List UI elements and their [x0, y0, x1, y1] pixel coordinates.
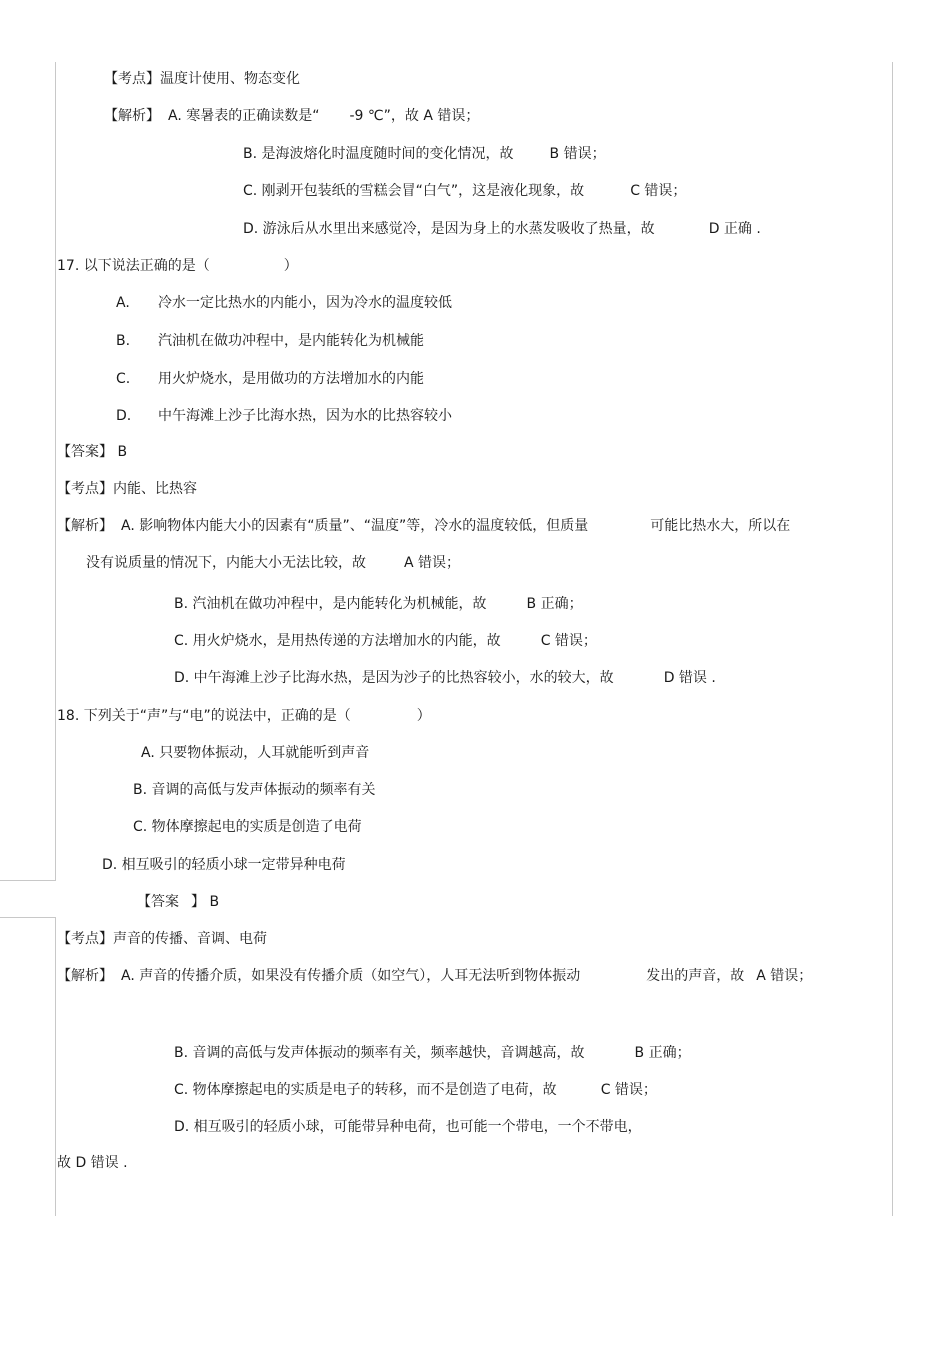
q18-a-part3: A 错误；	[756, 968, 813, 984]
q18-option-d: D. 相互吸引的轻质小球一定带异种电荷	[102, 857, 346, 873]
q17-option-b-letter: B.	[116, 333, 131, 349]
q16-kaodian: 【考点】温度计使用、物态变化	[104, 71, 300, 87]
q18-stem-close: ）	[416, 708, 431, 724]
q16-a-part2: -9 ℃”，故 A 错误；	[349, 108, 480, 124]
q16-jiexi-c	[243, 181, 686, 201]
q18-jiexi-a	[57, 966, 812, 986]
q18-a-part2: 发出的声音，故	[646, 968, 745, 984]
q16-b-part1: B. 是海波熔化时温度随时间的变化情况，故	[243, 146, 514, 162]
q17-option-a-text: 冷水一定比热水的内能小，因为冷水的温度较低	[158, 295, 452, 311]
q18-jiexi-c	[174, 1080, 657, 1100]
q17-d-part1: D. 中午海滩上沙子比海水热，是因为沙子的比热容较小，水的较大，故	[174, 670, 614, 686]
q18-a-part1: A. 声音的传播介质，如果没有传播介质（如空气），人耳无法听到物体振动	[121, 968, 581, 984]
q17-stem	[57, 256, 298, 276]
q16-c-part1: C. 刚剥开包装纸的雪糕会冒“白气”，这是液化现象，故	[243, 183, 585, 199]
page-break-line	[0, 880, 56, 881]
q16-jiexi-d	[243, 219, 761, 239]
q16-jiexi-a	[104, 106, 479, 126]
q18-c-part2: C 错误；	[600, 1082, 657, 1098]
q17-kaodian: 【考点】内能、比热容	[57, 481, 197, 497]
q17-stem-close: ）	[283, 258, 298, 274]
q17-jiexi-a	[57, 516, 790, 536]
q16-d-part2: D 正确 .	[708, 221, 761, 237]
right-border	[892, 62, 893, 1216]
q16-b-part2: B 错误；	[549, 146, 606, 162]
q18-stem	[57, 706, 431, 726]
q18-b-part2: B 正确；	[634, 1045, 691, 1061]
q18-c-part1: C. 物体摩擦起电的实质是电子的转移，而不是创造了电荷，故	[174, 1082, 557, 1098]
q17-a-part1: A. 影响物体内能大小的因素有“质量”、“温度”等，冷水的温度较低，但质量	[121, 518, 589, 534]
q16-a-part1: A. 寒暑表的正确读数是“	[168, 108, 320, 124]
q17-option-b-text: 汽油机在做功冲程中，是内能转化为机械能	[158, 333, 424, 349]
q17-c-part1: C. 用火炉烧水，是用热传递的方法增加水的内能，故	[174, 633, 501, 649]
left-border-lower	[55, 918, 56, 1216]
q18-jiexi-b	[174, 1043, 691, 1063]
q17-jiexi-a-cont	[86, 553, 460, 573]
q18-option-c: C. 物体摩擦起电的实质是创造了电荷	[133, 819, 362, 835]
q17-b-part1: B. 汽油机在做功冲程中，是内能转化为机械能，故	[174, 596, 487, 612]
q18-answer-label: 【答案	[137, 894, 179, 910]
q18-jiexi-d-cont: 故 D 错误 .	[57, 1155, 128, 1171]
q17-option-d	[116, 406, 452, 426]
q17-b-part2: B 正确；	[526, 596, 583, 612]
q18-kaodian: 【考点】声音的传播、音调、电荷	[57, 931, 267, 947]
q17-stem-text: 17. 以下说法正确的是（	[57, 258, 210, 274]
q17-answer: 【答案】 B	[57, 444, 128, 460]
q17-jiexi-d	[174, 668, 716, 688]
q16-d-part1: D. 游泳后从水里出来感觉冷，是因为身上的水蒸发吸收了热量，故	[243, 221, 655, 237]
q18-option-a: A. 只要物体振动，人耳就能听到声音	[141, 745, 370, 761]
q17-jiexi-c	[174, 631, 597, 651]
q16-c-part2: C 错误；	[630, 183, 687, 199]
q17-option-b	[116, 331, 424, 351]
q18-answer-value: 】 B	[191, 894, 220, 910]
left-border	[55, 62, 56, 880]
q18-jiexi-label: 【解析】	[57, 968, 113, 984]
q17-option-a-letter: A.	[116, 295, 130, 311]
q18-answer	[137, 892, 219, 912]
q17-jiexi-b	[174, 594, 583, 614]
q18-stem-text: 18. 下列关于“声”与“电”的说法中，正确的是（	[57, 708, 351, 724]
q17-a-part2: 可能比热水大，所以在	[650, 518, 791, 534]
q17-option-c-letter: C.	[116, 371, 131, 387]
q16-jiexi-label: 【解析】	[104, 108, 160, 124]
q18-jiexi-d: D. 相互吸引的轻质小球，可能带异种电荷，也可能一个带电，一个不带电，	[174, 1119, 642, 1135]
q16-jiexi-b	[243, 144, 606, 164]
q18-option-b: B. 音调的高低与发声体振动的频率有关	[133, 782, 376, 798]
q17-option-d-text: 中午海滩上沙子比海水热，因为水的比热容较小	[158, 408, 452, 424]
q17-option-c	[116, 369, 424, 389]
q17-d-part2: D 错误 .	[663, 670, 716, 686]
q18-b-part1: B. 音调的高低与发声体振动的频率有关，频率越快，音调越高，故	[174, 1045, 585, 1061]
q17-jiexi-label: 【解析】	[57, 518, 113, 534]
q17-option-c-text: 用火炉烧水，是用做功的方法增加水的内能	[158, 371, 424, 387]
q17-option-a	[116, 293, 452, 313]
q17-c-part2: C 错误；	[540, 633, 597, 649]
q17-a-part4: A 错误；	[404, 555, 461, 571]
q17-a-part3: 没有说质量的情况下，内能大小无法比较，故	[86, 555, 366, 571]
q17-option-d-letter: D.	[116, 408, 132, 424]
page-break-line-lower	[0, 917, 56, 918]
